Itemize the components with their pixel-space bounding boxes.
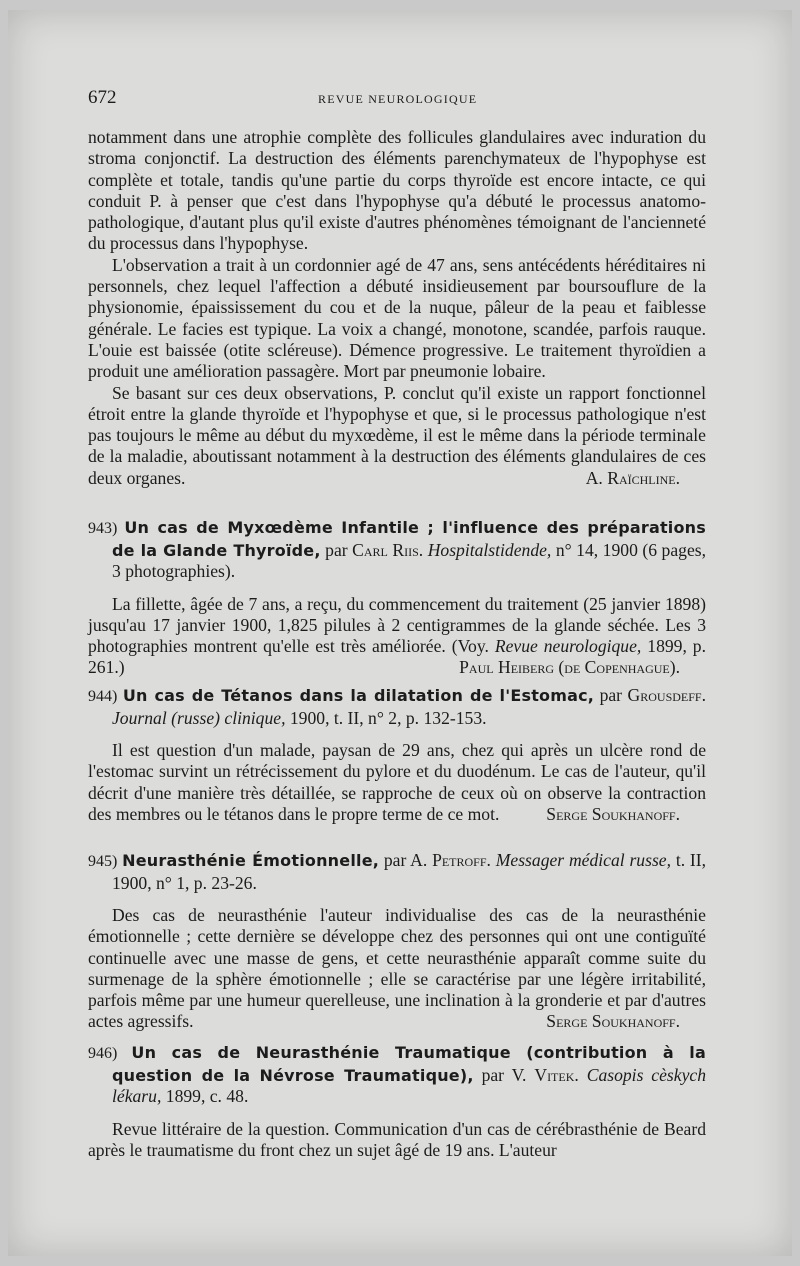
paragraph-1: notamment dans une atrophie complète des follicules glandulaires avec induration du stroma conjonctif. La destruction des éléments parenchymateux de l'hypophyse est complète et totale, tandis qu'une partie du corps thyroïde est encore intacte, ce qui conduit P. à penser que c'est dans l'hypophyse qu'a débuté le processus anatomo-pathologique, d'autant plus qu'il existe d'autres phénomènes témoignant de l'ancienneté du processus dans l'hypophyse.	[88, 127, 706, 254]
entry-title: Un cas de Neurasthénie Traumatique (contribution à la question de la Névrose Traumatique),	[112, 1043, 706, 1085]
body-text-b: 1899, p. 261.)	[88, 636, 706, 678]
scanned-page	[8, 10, 792, 1256]
entry-author: Vitek.	[534, 1064, 579, 1085]
entry-reference: n° 14, 1900 (6 pages, 3 photographies).	[112, 539, 706, 581]
entry-945-body	[88, 905, 706, 1033]
entry-title: Un cas de Tétanos dans la dilatation de l'Estomac,	[122, 686, 595, 705]
entry-944-body	[88, 740, 706, 825]
entry-945	[88, 850, 706, 1033]
abstract-continuation	[88, 127, 706, 489]
paragraph-3	[88, 383, 706, 489]
entry-943-body	[88, 594, 706, 679]
signature-raichline: A. Raïchline.	[585, 467, 680, 488]
running-title: REVUE NEUROLOGIQUE	[318, 92, 478, 106]
entry-author: Petroff.	[432, 850, 491, 870]
paragraph-3-text: Se basant sur ces deux observations, P. conclut qu'il existe un rapport fonctionnel étroit entre la glande thyroïde et l'hypophyse et que, si le processus pathologique n'est pas toujours le même au début du myxœdème, il est le même dans la période terminale de la maladie, aboutissant notamment à la destruction des éléments glandulaires de ces deux organes.	[88, 382, 706, 488]
paragraph-2: L'observation a trait à un cordonnier agé de 47 ans, sens antécédents héréditaires ni personnels, chez lequel l'affection a débuté insidieusement par boursouflure de la physionomie, épaississement du cou et de la nuque, pâleur de la peau et faiblesse générale. Le facies est typique. La voix a changé, monotone, scandée, parfois rauque. L'ouie est baissée (otite scléreuse). Démence progressive. Le traitement thyroïdien a produit une amélioration passagère. Mort par pneumonie lobaire.	[88, 254, 706, 382]
entry-943	[88, 517, 706, 679]
page-number: 672	[88, 87, 117, 108]
entry-946	[88, 1042, 706, 1161]
entry-945-heading	[88, 850, 706, 894]
body-text: Il est question d'un malade, paysan de 29 ans, chez qui après un ulcère rond de l'estomac survint un rétrécissement du pylore et du duodénum. Le cas de l'auteur, qu'il décrit d'une manière très détaillée, se rapproche de ceux où on observe la contraction des membres ou le tétanos dans le propre terme de ce mot.	[88, 740, 706, 824]
entry-943-heading	[88, 517, 706, 583]
body-text: Des cas de neurasthénie l'auteur individualise des cas de la neurasthénie émotionnelle ; cette dernière se développe chez des personnes qui ont une contiguïté continuelle avec une masse de gens, et cette neurasthénie apparaît comme suite du surmenage de la sphère émotionnelle ; elle se caractérise par une légère irritabilité, parfois même par une humeur querelleuse, une inclination à la gronderie et par d'autres actes agressifs.	[88, 905, 706, 1032]
entry-944-heading	[88, 685, 706, 729]
entry-title: Un cas de Myxœdème Infantile ; l'influence des préparations de la Glande Thyroïde,	[112, 518, 706, 560]
body-journal: Revue neurologique,	[494, 636, 642, 657]
entry-by: par V.	[481, 1064, 527, 1085]
entry-944	[88, 685, 706, 825]
page-header	[88, 87, 706, 111]
entry-by: par	[599, 685, 623, 705]
entry-reference: 1900, t. II, n° 2, p. 132-153.	[289, 707, 487, 728]
entry-946-heading	[88, 1042, 706, 1108]
entry-number: 943)	[88, 520, 118, 537]
entry-journal: Casopis cèskych lékaru,	[112, 1064, 706, 1106]
entry-author: Grousdeff.	[627, 685, 706, 705]
entry-author: Carl Riis.	[352, 539, 424, 560]
entry-by: par A.	[383, 850, 428, 870]
body-text-a: La fillette, âgée de 7 ans, a reçu, du commencement du traitement (25 janvier 1898) jusqu'au 17 janvier 1900, 1,825 pilules à 2 centigrammes de la glande séchée. Les 3 photographies montrent qu'elle est très améliorée. (Voy.	[88, 593, 706, 657]
entry-by: par	[325, 539, 348, 560]
entry-title: Neurasthénie Émotionnelle,	[122, 851, 380, 870]
entry-journal: Journal (russe) clinique,	[112, 707, 286, 728]
entry-journal: Hospitalstidende,	[427, 539, 552, 560]
signature-soukhanoff: Serge Soukhanoff.	[546, 803, 680, 824]
entry-number: 944)	[88, 688, 118, 705]
entry-946-body: Revue littéraire de la question. Communication d'un cas de cérébrasthénie de Beard après le traumatisme du front chez un sujet âgé de 19 ans. L'auteur	[88, 1118, 706, 1160]
signature-soukhanoff: Serge Soukhanoff.	[546, 1011, 680, 1032]
entry-reference: t. II, 1900, n° 1, p. 23-26.	[112, 850, 707, 893]
entry-number: 946)	[88, 1045, 118, 1062]
entry-journal: Messager médical russe,	[495, 850, 671, 870]
signature-heiberg: Paul Heiberg (de Copenhague).	[459, 657, 680, 678]
entry-reference: 1899, c. 48.	[165, 1086, 249, 1106]
entry-number: 945)	[88, 853, 118, 870]
